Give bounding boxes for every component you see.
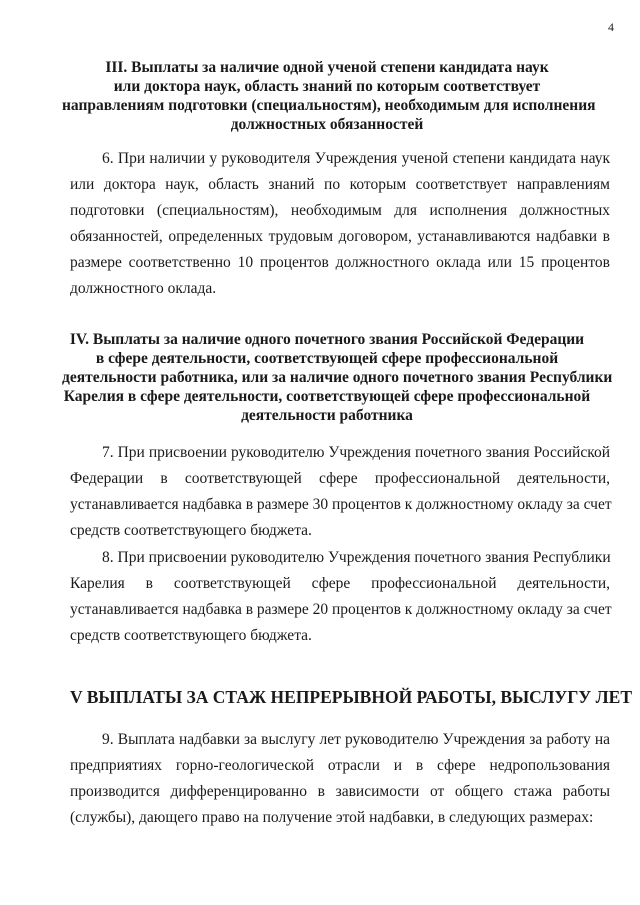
paragraph-line: предприятиях горно-геологической отрасли и в сфере недропользования: [70, 757, 610, 774]
paragraph-line: (службы), дающего право на получение этой надбавки, в следующих размерах:: [70, 809, 594, 826]
paragraph-line: размере соответственно 10 процентов должностного оклада или 15 процентов: [70, 254, 610, 271]
paragraph-line: Федерации в соответствующей сфере профессиональной деятельности,: [70, 470, 610, 487]
paragraph-line: производится дифференцированно в зависимости от общего стажа работы: [70, 783, 610, 800]
heading-line: в сфере деятельности, соответствующей сфере профессиональной: [95, 350, 559, 367]
paragraph-7: [70, 440, 610, 544]
heading-line: IV. Выплаты за наличие одного почетного звания Российской Федерации: [69, 331, 585, 348]
paragraph-line: средств соответствующего бюджета.: [70, 627, 312, 644]
page-number: 4: [608, 20, 614, 34]
paragraph-line: устанавливается надбавка в размере 20 процентов к должностному окладу за счет: [70, 601, 612, 618]
paragraph-line: подготовки (специальностям), необходимым для исполнения должностных: [70, 202, 610, 219]
section-4-heading: [62, 330, 613, 425]
heading-line: V ВЫПЛАТЫ ЗА СТАЖ НЕПРЕРЫВНОЙ РАБОТЫ, ВЫСЛУГУ ЛЕТ: [70, 687, 632, 707]
paragraph-line: Карелия в соответствующей сфере профессиональной деятельности,: [70, 575, 610, 592]
paragraph-line: 8. При присвоении руководителю Учреждения почетного звания Республики: [102, 549, 611, 566]
heading-line: или доктора наук, область знаний по которым соответствует: [113, 78, 541, 95]
paragraph-line: должностного оклада.: [70, 280, 217, 297]
heading-line: Карелия в сфере деятельности, соответствующей сфере профессиональной: [63, 388, 591, 405]
paragraph-8: [70, 545, 610, 649]
heading-line: направлениям подготовки (специальностям), необходимым для исполнения: [62, 97, 596, 114]
section-3-heading: [62, 58, 596, 134]
paragraph-line: или доктора наук, область знаний по которым соответствует направлениям: [70, 176, 610, 193]
paragraph-6: [70, 146, 610, 302]
heading-line: должностных обязанностей: [230, 116, 424, 133]
paragraph-line: устанавливается надбавка в размере 30 процентов к должностному окладу за счет: [70, 496, 612, 513]
paragraph-line: 7. При присвоении руководителю Учреждения почетного звания Российской: [102, 444, 610, 461]
paragraph-line: средств соответствующего бюджета.: [70, 522, 312, 539]
paragraph-line: обязанностей, определенных трудовым договором, устанавливаются надбавки в: [70, 228, 610, 245]
paragraph-line: 6. При наличии у руководителя Учреждения ученой степени кандидата наук: [102, 150, 610, 167]
heading-line: деятельности работника: [241, 407, 413, 424]
heading-line: III. Выплаты за наличие одной ученой степени кандидата наук: [105, 59, 549, 76]
paragraph-9: [70, 727, 610, 831]
paragraph-line: 9. Выплата надбавки за выслугу лет руководителю Учреждения за работу на: [102, 731, 610, 748]
section-5-heading: [70, 687, 632, 707]
heading-line: деятельности работника, или за наличие одного почетного звания Республики: [62, 369, 613, 386]
